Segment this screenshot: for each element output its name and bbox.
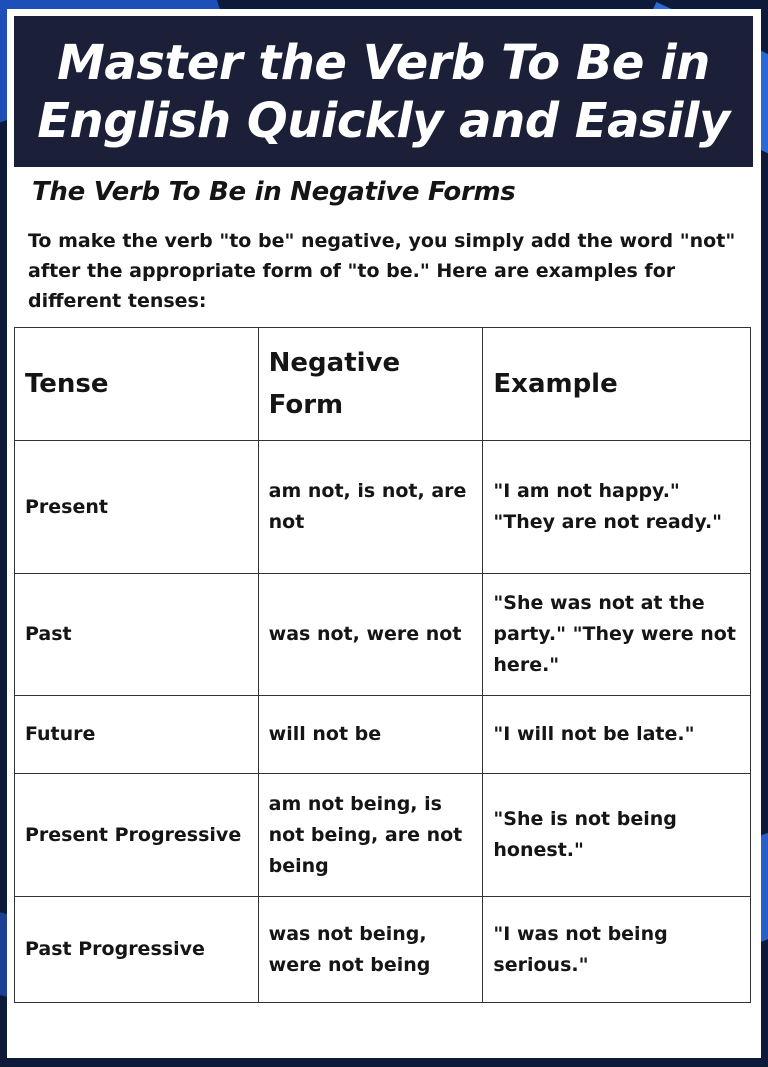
cell-negative-form: will not be (258, 696, 483, 774)
cell-example: "I will not be late." (483, 696, 751, 774)
negative-forms-table (14, 327, 751, 1003)
cell-negative-form: was not being, were not being (258, 897, 483, 1003)
intro-paragraph: To make the verb "to be" negative, you simply add the word "not" after the appropriate form of "to be." Here are examples for different tenses: (28, 230, 736, 312)
table-row (15, 774, 751, 897)
section-subtitle: The Verb To Be in Negative Forms (32, 177, 516, 207)
cell-tense: Present (15, 441, 259, 574)
page-title (37, 34, 730, 150)
cell-negative-form: am not being, is not being, are not being (258, 774, 483, 897)
cell-example: "I am not happy." "They are not ready." (483, 441, 751, 574)
header-example: Example (483, 328, 751, 441)
cell-tense: Past (15, 574, 259, 696)
cell-tense: Future (15, 696, 259, 774)
title-line-2: English Quickly and Easily (37, 92, 730, 149)
cell-example: "I was not being serious." (483, 897, 751, 1003)
header-tense: Tense (15, 328, 259, 441)
table-row (15, 897, 751, 1003)
cell-negative-form: was not, were not (258, 574, 483, 696)
table-row (15, 696, 751, 774)
table-row (15, 441, 751, 574)
cell-tense: Present Progressive (15, 774, 259, 897)
table-row (15, 574, 751, 696)
content-card (7, 9, 761, 1058)
cell-tense: Past Progressive (15, 897, 259, 1003)
title-line-1: Master the Verb To Be in (57, 34, 710, 91)
title-banner (14, 16, 753, 167)
cell-example: "She was not at the party." "They were not here." (483, 574, 751, 696)
header-negative-form: Negative Form (258, 328, 483, 441)
table-header-row (15, 328, 751, 441)
cell-example: "She is not being honest." (483, 774, 751, 897)
cell-negative-form: am not, is not, are not (258, 441, 483, 574)
